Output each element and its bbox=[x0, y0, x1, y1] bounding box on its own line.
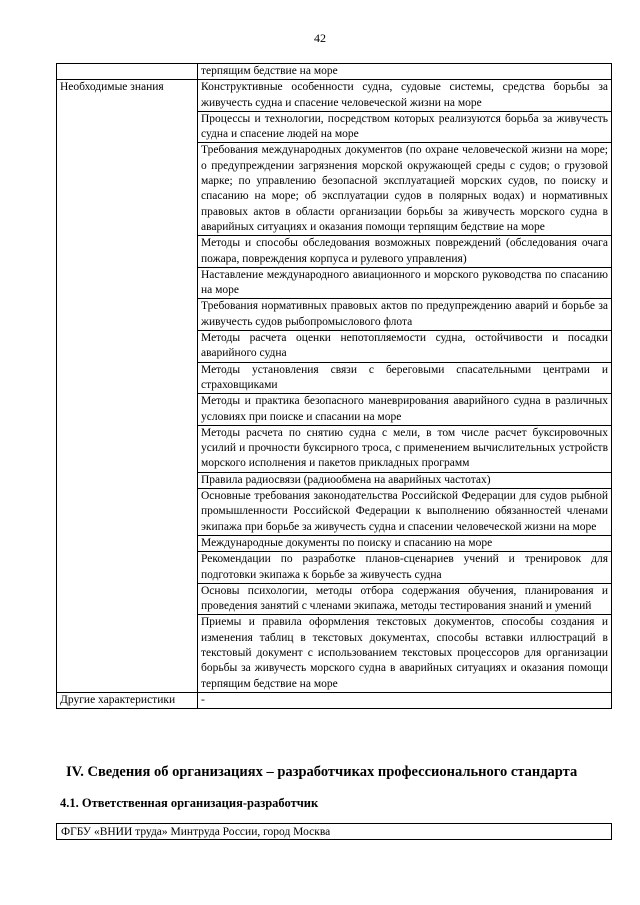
knowledge-item: Правила радиосвязи (радиообмена на аварийных частотах) bbox=[198, 472, 612, 488]
organization-name: ФГБУ «ВНИИ труда» Минтруда России, город Москва bbox=[56, 823, 612, 840]
subsection-title: 4.1. Ответственная организация-разработчик bbox=[60, 796, 319, 810]
other-characteristics-label: Другие характеристики bbox=[57, 692, 198, 708]
table-row bbox=[57, 64, 612, 80]
knowledge-item: Основы психологии, методы отбора содержания обучения, планирования и проведения занятий с членами экипажа, методы тестирования знаний и умений bbox=[198, 583, 612, 615]
knowledge-item: Методы расчета по снятию судна с мели, в том числе расчет буксировочных усилий и прочности буксирного троса, с применением вычислительных устройств морского исполнения и пакетов прикладных программ bbox=[198, 425, 612, 472]
other-characteristics-value: - bbox=[198, 692, 612, 708]
table-cell-empty bbox=[57, 64, 198, 80]
knowledge-item: Рекомендации по разработке планов-сценариев учений и тренировок для подготовки экипажа к борьбе за живучесть судна bbox=[198, 552, 612, 584]
knowledge-item: Международные документы по поиску и спасанию на море bbox=[198, 535, 612, 551]
knowledge-item: Методы и способы обследования возможных повреждений (обследования очага пожара, повреждения корпуса и рулевого управления) bbox=[198, 236, 612, 268]
knowledge-item: Требования нормативных правовых актов по предупреждению аварий и борьбе за живучесть судов рыбопромыслового флота bbox=[198, 299, 612, 331]
continuation-cell: терпящим бедствие на море bbox=[198, 64, 612, 80]
knowledge-item: Методы установления связи с береговыми спасательными центрами и страховщиками bbox=[198, 362, 612, 394]
knowledge-item: Основные требования законодательства Российской Федерации для судов рыбной промышленности Российской Федерации к выполнению обязанностей членами экипажа при борьбе за живучесть судна и спасении человеческой жизни на море bbox=[198, 489, 612, 536]
knowledge-item: Методы и практика безопасного маневрирования аварийного судна в различных условиях при поиске и спасании на море bbox=[198, 394, 612, 426]
table-row bbox=[57, 80, 612, 112]
knowledge-item: Требования международных документов (по охране человеческой жизни на море; о предупреждении загрязнения морской окружающей среды с судов; о грузовой марке; по управлению безопасной эксплуатацией морских судов, по поиску и спасанию на море; об эксплуатации судов в полярных водах) и нормативных правовых актов в области организации борьбы за живучесть морского судна в аварийных ситуациях и оказания помощи терпящим бедствие на море bbox=[198, 143, 612, 236]
knowledge-item: Процессы и технологии, посредством которых реализуются борьба за живучесть судна и спасение людей на море bbox=[198, 111, 612, 143]
knowledge-table bbox=[56, 63, 612, 709]
page-number: 42 bbox=[314, 31, 326, 45]
section-title: IV. Сведения об организациях – разработчиках профессионального стандарта bbox=[66, 764, 578, 780]
knowledge-item: Наставление международного авиационного и морского руководства по спасанию на море bbox=[198, 267, 612, 299]
table-row bbox=[57, 692, 612, 708]
knowledge-label: Необходимые знания bbox=[57, 80, 198, 693]
knowledge-item: Конструктивные особенности судна, судовые системы, средства борьбы за живучесть судна и спасение человеческой жизни на море bbox=[198, 80, 612, 112]
knowledge-item: Приемы и правила оформления текстовых документов, способы создания и изменения таблиц в текстовых документах, способы вставки иллюстраций в текстовый документ с использованием текстовых процессоров для организации борьбы за живучесть морского судна в аварийных ситуациях и оказания помощи терпящим бедствие на море bbox=[198, 615, 612, 692]
knowledge-item: Методы расчета оценки непотопляемости судна, остойчивости и посадки аварийного судна bbox=[198, 331, 612, 363]
